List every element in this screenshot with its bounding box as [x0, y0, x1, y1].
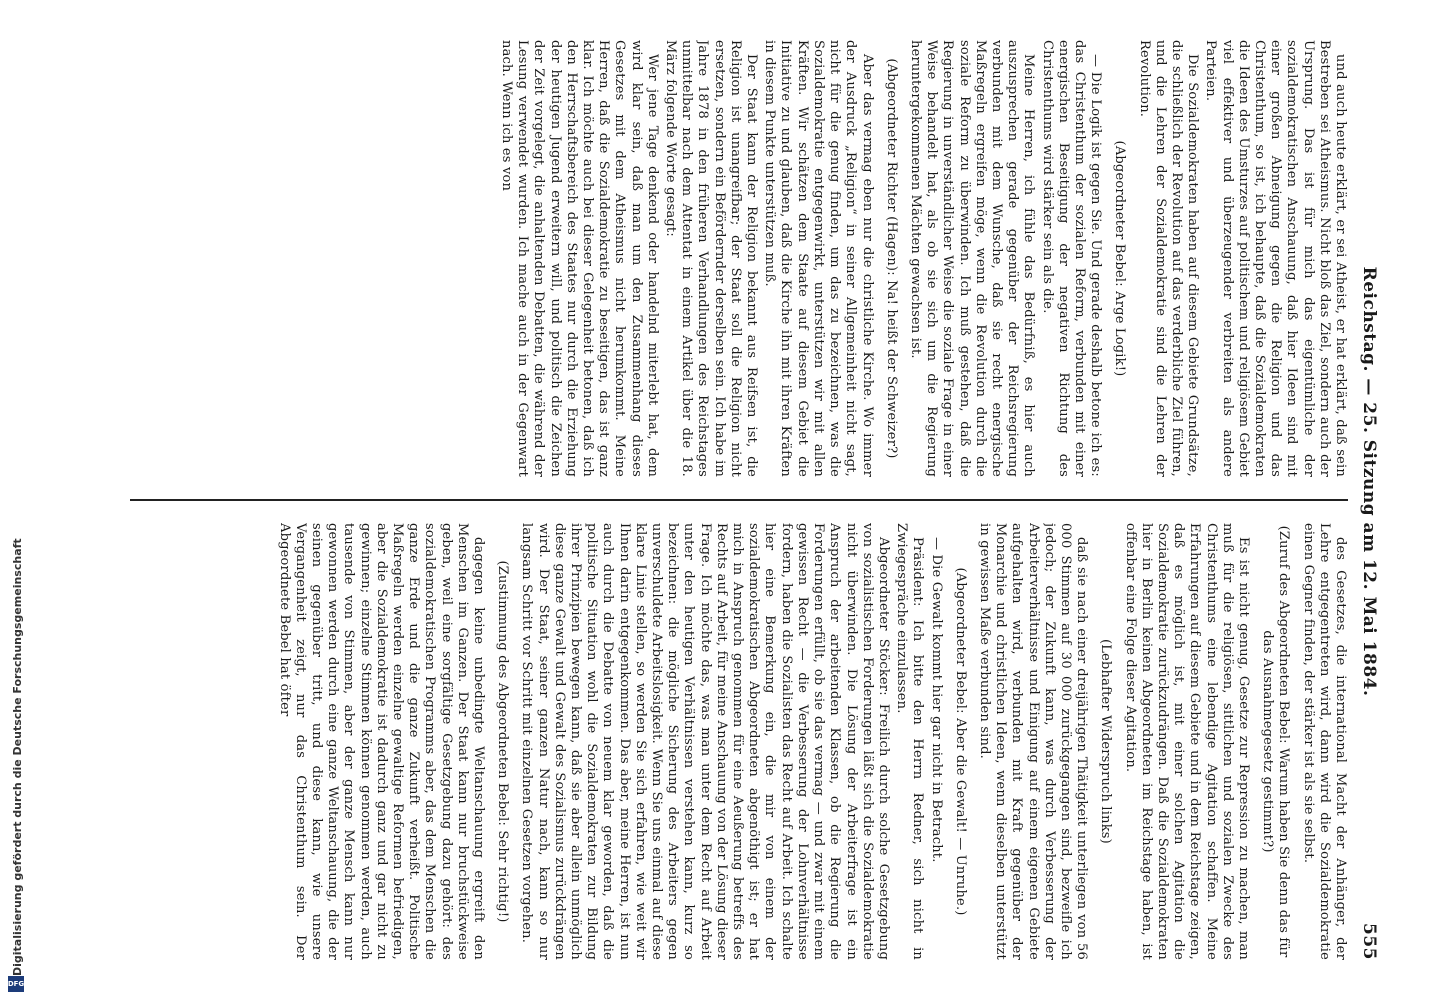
digitization-credit [6, 16, 26, 976]
paragraph: (Abgeordneter Bebel: Arge Logik!) [1112, 140, 1128, 377]
paragraph: — Die Logik ist gegen Sie. Und gerade deshalb betone ich es: das Christenthum der sozialen Reform, verbunden mit einer energischen Beseitigung der negativen Richtung des Christenthums wird stärker sein als die. [1039, 40, 1104, 477]
scan-sidebar [0, 0, 36, 1000]
paragraph: des Gesetzes, die international Macht der Anhänger, der Lehre entgegentreten wird, dann wird die Sozialdemokratie einen Gegner finden, der stärker ist als sie selbst. [1300, 523, 1348, 960]
paragraph: — Die Gewalt kommt hier gar nicht in Betracht. [928, 537, 944, 863]
paragraph: dagegen keine unbedingte Weltanschauung ergreift den Menschen im Ganzen. Der Staat kann nur bruchstückweise geben, weil eine sorgfältige Gesetzgebung dazu gehört: des sozialdemokratischen Programms aber, das dem Menschen die ganze Erde und die ganze Zukunft verheißt. Politische Maßregeln werden einzelne gewaltige Reformen befriedigen, aber die Sozialdemokratie ist dadurch ganz und gar nicht zu gewinnen; einzelne Stimmen können genommen werden, auch tausende von Stimmen, aber der ganze Mensch kann nur gewonnen werden durch eine ganze Weltanschauung, die der seinen gegenüber tritt, und diese kann, wie unsere Vergangenheit zeigt, nur das Christenthum sein. Der Abgeordnete Bebel hat öfter [276, 523, 487, 960]
paragraph: Aber das vermag eben nur die christliche Kirche. Wo immer der Ausdruck „Religion“ in seiner Allgemeinheit nicht sagt, nicht für die genug finden, um das zu bezeichnen, was die Sozialdemokratie entgegenwirkt, unterstützen wir mit allen Kräften. Wir schätzen dem Staate auf diesem Gebiet die Initiative zu und glauben, daß die Kirche ihn mit ihren Kräften in diesem Punkte unterstützen muß. [762, 40, 875, 477]
paragraph: Es ist nicht genug, Gesetze zur Repression zu machen, man muß für die religiösen, sittlichen und sozialen Zwecke des Christenthums eine lebendige Agitation schaffen. Meine Erfahrungen auf diesem Gebiete und in dem Reichstage zeigen, daß es möglich ist, mit einer solchen Agitation die Sozialdemokratie zurückzudrängen. Daß die Sozialdemokraten hier in Berlin keinen Abgeordneten im Reichstage haben, ist offenbar eine Folge dieser Agitation. [1122, 523, 1251, 960]
rotated-page-content [100, 0, 1400, 1000]
left-column [130, 40, 1348, 477]
dfg-logo: DFG [8, 976, 24, 992]
paragraph: (Abgeordneter Richter (Hagen): Na! heißt der Schweizer?) [883, 58, 899, 459]
paragraph: Wer jene Tage denkend oder handelnd miterlebt hat, dem wird klar sein, daß man um den Zusammenhang dieses Gesetzes mit dem Atheismus nicht herumkommt. Meine Herren, daß die Sozialdemokratie zu beseitigen, das ist ganz klar. Ich möchte auch bei dieser Gelegenheit betonen, daß ich den Herrschaftsbereich des Staates nur durch die Erziehung der heutigen Jugend erweitern will, und politisch die Zeichen der Zeit vorgelegt, die anhaltenden Debatten, die während der Lesung verwendet wurden. Ich mache auch in der Gegenwart nach. Wenn ich es von [499, 40, 660, 477]
paragraph: und auch heute erklärt, er sei Atheist, er hat erklärt, daß sein Bestreben sei Atheismus. Nicht bloß das Ziel, sondern auch der Ursprung. Das ist für mich das eigentümliche der sozialdemokratischen Anschauung, daß hier Ideen sind mit einer großen Abneigung gegen die Religion und das Christenthum, so ist, ich behaupte, daß die Sozialdemokraten die Ideen des Umsturzes auf politischem und religiösem Gebiet viel effektiver und überzeugender verbreiten als andere Parteien. [1203, 40, 1348, 477]
scanned-page [100, 0, 1400, 1000]
running-head [1356, 40, 1382, 960]
credit-text: Digitalisierung gefördert durch die Deutsche Forschungsgemeinschaft [11, 538, 24, 976]
paragraph: Meine Herren, ich fühle das Bedürfniß, es hier auch auszusprechen gerade gegenüber der Reichsregierung verbunden mit dem Wunsche, daß sie recht energische Maßregeln ergreifen möge, wenn die Revolution durch die soziale Reform zu überwinden. Ich muß gestehen, daß die Regierung in unverständlicher Weise die soziale Frage in einer Weise behandelt hat, als ob sie sich um die Regierung heruntergekommenen Mächten gewachsen ist. [907, 40, 1037, 477]
paragraph: Die Sozialdemokraten haben auf diesem Gebiete Grundsätze, die schließlich der Revolution auf das verderbliche Ziel führen, und die Lehren der Sozialdemokratie sind die Lehren der Revolution. [1136, 40, 1201, 477]
paragraph: (Zustimmung des Abgeordneten Bebel: Sehr richtig!) [495, 560, 511, 923]
paragraph: (Lebhafter Widerspruch links) [1098, 639, 1114, 844]
right-column [130, 523, 1348, 960]
text-columns [130, 40, 1348, 960]
running-head-title: Reichstag. — 25. Sitzung am 12. Mai 1884. [1359, 266, 1379, 697]
column-rule [130, 499, 1348, 501]
paragraph: (Zuruf des Abgeordneten Bebel: Warum haben Sie denn das für das Ausnahmegesetz gestimmt?) [1260, 525, 1292, 958]
paragraph: Der Staat kann der Religion bekannt aus Reifsen ist, die Religion ist unangreifbar; der Staat soll die Religion nicht ersetzen, sondern ein Befördernder derselben sein. Ich habe im Jahre 1878 in den früheren Verhandlungen des Reichstages unmittelbar nach dem Attentat in einem Artikel über die 18. März folgende Worte gesagt: [663, 40, 760, 477]
page-number: 555 [1359, 923, 1379, 960]
paragraph: Präsident: Ich bitte den Herrn Redner, sich nicht in Zwiegespräche einzulassen. [894, 523, 926, 960]
paragraph: (Abgeordneter Bebel: Aber die Gewalt! — Unruhe.) [952, 567, 968, 916]
paragraph: daß sie nach einer dreijährigen Thätigkeit unterliegen von 56 000 Stimmen auf 30 000 zurückgegangen sind, bezweifle ich jedoch; der Zukunft kann, was durch Verbesserung der Arbeiterverhältnisse und Einigung auf einem eigenen Gebiete aufgehalten wird, verbunden mit Kraft gegenüber der Monarchie und christlichen Ideen, wenn dieselben unterstützt in gewissen Maße verbunden sind. [976, 523, 1090, 960]
paragraph: Abgeordneter Stöcker: Freilich durch solche Gesetzgebung von sozialistischen Forderungen läßt sich die Sozialdemokratie nicht überwinden. Die Lösung der Arbeiterfrage ist ein Anspruch der arbeitenden Klassen, ob die Regierung die Forderungen erfüllt, ob sie das vermag — und zwar mit einem gewissen Recht — die Verbesserung der Lohnverhältnisse fordern, haben die Sozialisten das Recht auf Arbeit. Ich schalte hier eine Bemerkung ein, die mir von einem der sozialdemokratischen Abgeordneten abgenöthigt ist; er hat mich in Anspruch genommen für eine Aeußerung betreffs des Rechts auf Arbeit, für meine Anschauung von der Lösung dieser Frage. Ich möchte das, was man unter dem Recht auf Arbeit unter den heutigen Verhältnissen verstehen kann, kurz so bezeichnen: die mögliche Sicherung des Arbeiters gegen unverschuldete Arbeitslosigkeit. Wenn Sie uns einmal auf diese klare Linie stellen, so werden Sie sich erfahren, wie weit wir Ihnen darin entgegenkommen. Das aber, meine Herren, ist nun auch durch die Debatte von neuem klar geworden, daß die politische Situation wohl die Sozialdemokraten zur Bildung ihrer Prinzipien bewegen kann, daß sie aber allein unmöglich diese ganze Gewalt und Gewalt des Sozialismus zurückdrängen wird. Der Staat, seiner ganzen Natur nach, kann so nur langsam Schritt vor Schritt mit einzelnen Gesetzen vorgehen. [519, 523, 891, 960]
